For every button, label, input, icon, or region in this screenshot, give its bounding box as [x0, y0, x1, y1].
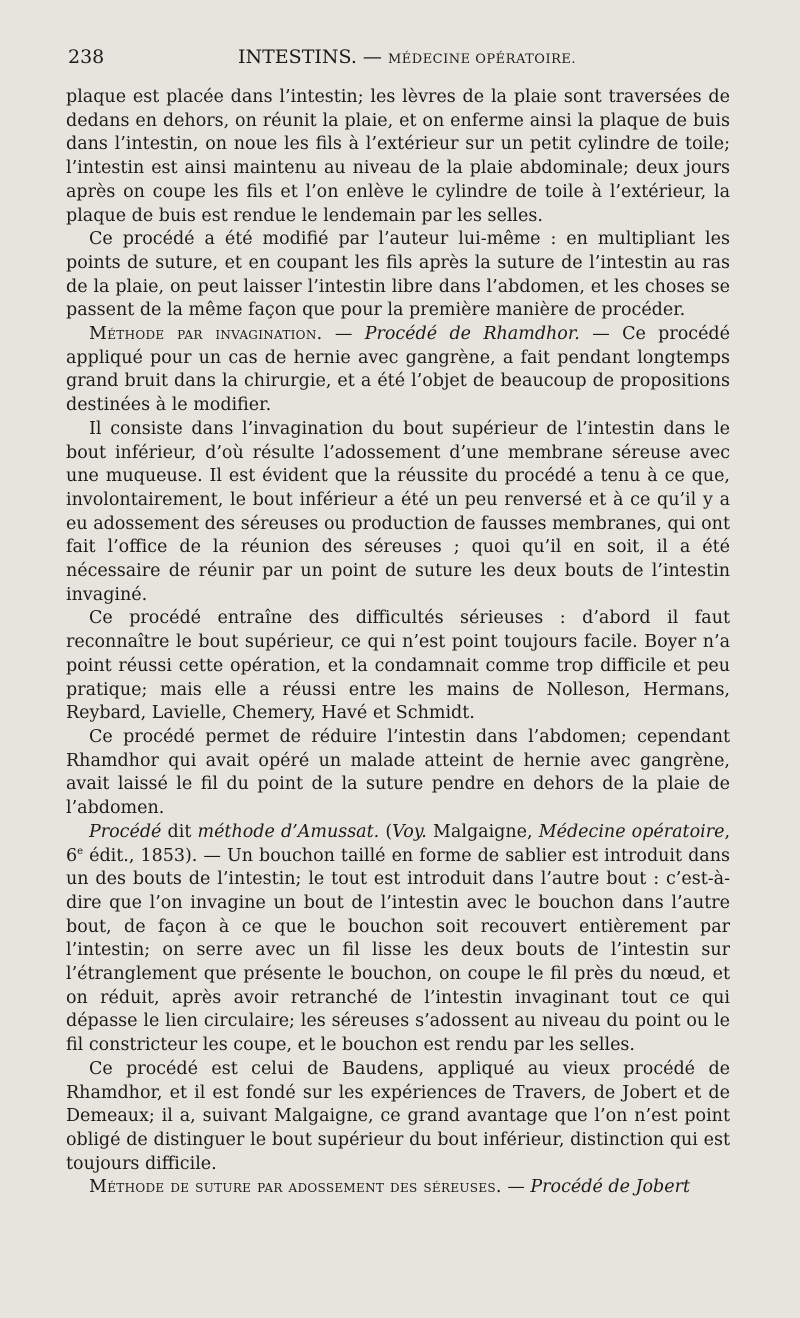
paragraph-4: Il consiste dans l’invagination du bout supérieur de l’intestin dans le bout inférieur, d’où résulte l’adossement d’une membrane séreuse avec une muqueuse. Il est évident que la réussite du procédé a tenu à ce que, involontairement, le bout inférieur a été un peu renversé et à ce qu’il y a eu adossement des séreuses ou production de fausses membranes, qui ont fait l’office de la réunion des séreuses ; quoi qu’il en soit, il a été nécessaire de réunir par un point de suture les deux bouts de l’intestin invaginé. [66, 418, 730, 605]
section-title: MÉDECINE OPÉRATOIRE. [387, 52, 576, 67]
running-title [238, 46, 576, 68]
paragraph-7: Procédé dit méthode d’Amussat. (Voy. Malgaigne, Médecine opératoire, 6e édit., 1853). — Un bouchon taillé en forme de sablier est introduit dans un des bouts de l’intestin; le tout est introduit dans l’autre bout : c’est-à-dire que l’on invagine un bout de l’intestin avec le bouchon dans l’autre bout, de façon à ce que le bouchon soit recouvert entièrement par l’intestin; on serre avec un fil lisse les deux bouts de l’intestin sur l’étranglement que présente le bouchon, on coupe le fil près du nœud, et on réduit, après avoir retranché de l’intestin invaginant tout ce qui dépasse le lien circulaire; les séreuses s’adossent au niveau du point ou le fil constricteur les coupe, et le bouchon est rendu par les selles. [66, 821, 731, 1056]
paragraph-1: plaque est placée dans l’intestin; les lèvres de la plaie sont traversées de dedans en dehors, on réunit la plaie, et on enferme ainsi la plaque de buis dans l’intestin, on noue les fils à l’extérieur sur un petit cylindre de toile; l’intestin est ainsi maintenu au niveau de la plaie abdominale; deux jours après on coupe les fils et l’on enlève le cylindre de toile à l’extérieur, la plaque de buis est rendue le lendemain par les selles. [66, 87, 730, 226]
procedure-jobert: Procédé de Jobert [530, 1177, 690, 1198]
paragraph-9: Méthode de suture par adossement des séreuses. — Procédé de Jobert [89, 1177, 690, 1198]
paragraph-2: Ce procédé a été modifié par l’auteur lui-même : en multipliant les points de suture, et en coupant les fils après la suture de l’intestin au ras de la plaie, on peut laisser l’intestin libre dans l’abdomen, et les choses se passent de la même façon que pour la première manière de procéder. [66, 229, 730, 321]
procedure-rhamdhor: Procédé de Rhamdhor. [364, 324, 580, 345]
method-heading-suture: Méthode de suture par adossement des séreuses. [89, 1177, 502, 1198]
paragraph-3: Méthode par invagination. — Procédé de Rhamdhor. — Ce procédé appliqué pour un cas de hernie avec gangrène, a fait pendant longtemps grand bruit dans la chirurgie, et a été l’objet de beaucoup de propositions destinées à le modifier. [66, 324, 730, 416]
method-heading-invagination: Méthode par invagination. [89, 324, 323, 345]
paragraph-6: Ce procédé permet de réduire l’intestin dans l’abdomen; cependant Rhamdhor qui avait opéré un malade atteint de hernie avec gangrène, avait laissé le fil du point de la suture pendre en dehors de la plaie de l’abdomen. [66, 726, 730, 819]
paragraph-5: Ce procédé entraîne des difficultés sérieuses : d’abord il faut reconnaître le bout supérieur, ce qui n’est point toujours facile. Boyer n’a point réussi cette opération, et la condamnait comme trop difficile et peu pratique; mais elle a réussi entre les mains de Nolleson, Hermans, Reybard, Lavielle, Chemery, Havé et Schmidt. [66, 608, 730, 724]
paragraph-8: Ce procédé est celui de Baudens, appliqué au vieux procédé de Rhamdhor, et il est fondé sur les expériences de Travers, de Jobert et de Demeaux; il a, suivant Malgaigne, ce grand avantage que l’on n’est point obligé de distinguer le bout supérieur du bout inférieur, distinction qui est toujours difficile. [66, 1058, 730, 1174]
book-title-citation: Médecine opératoire [538, 821, 725, 842]
chapter-title: INTESTINS. [238, 46, 357, 68]
page-number: 238 [68, 46, 105, 68]
method-amussat: méthode d’Amussat. [197, 821, 380, 842]
body-text [66, 86, 730, 1200]
header-dash: — [356, 46, 388, 68]
running-header [68, 46, 730, 76]
